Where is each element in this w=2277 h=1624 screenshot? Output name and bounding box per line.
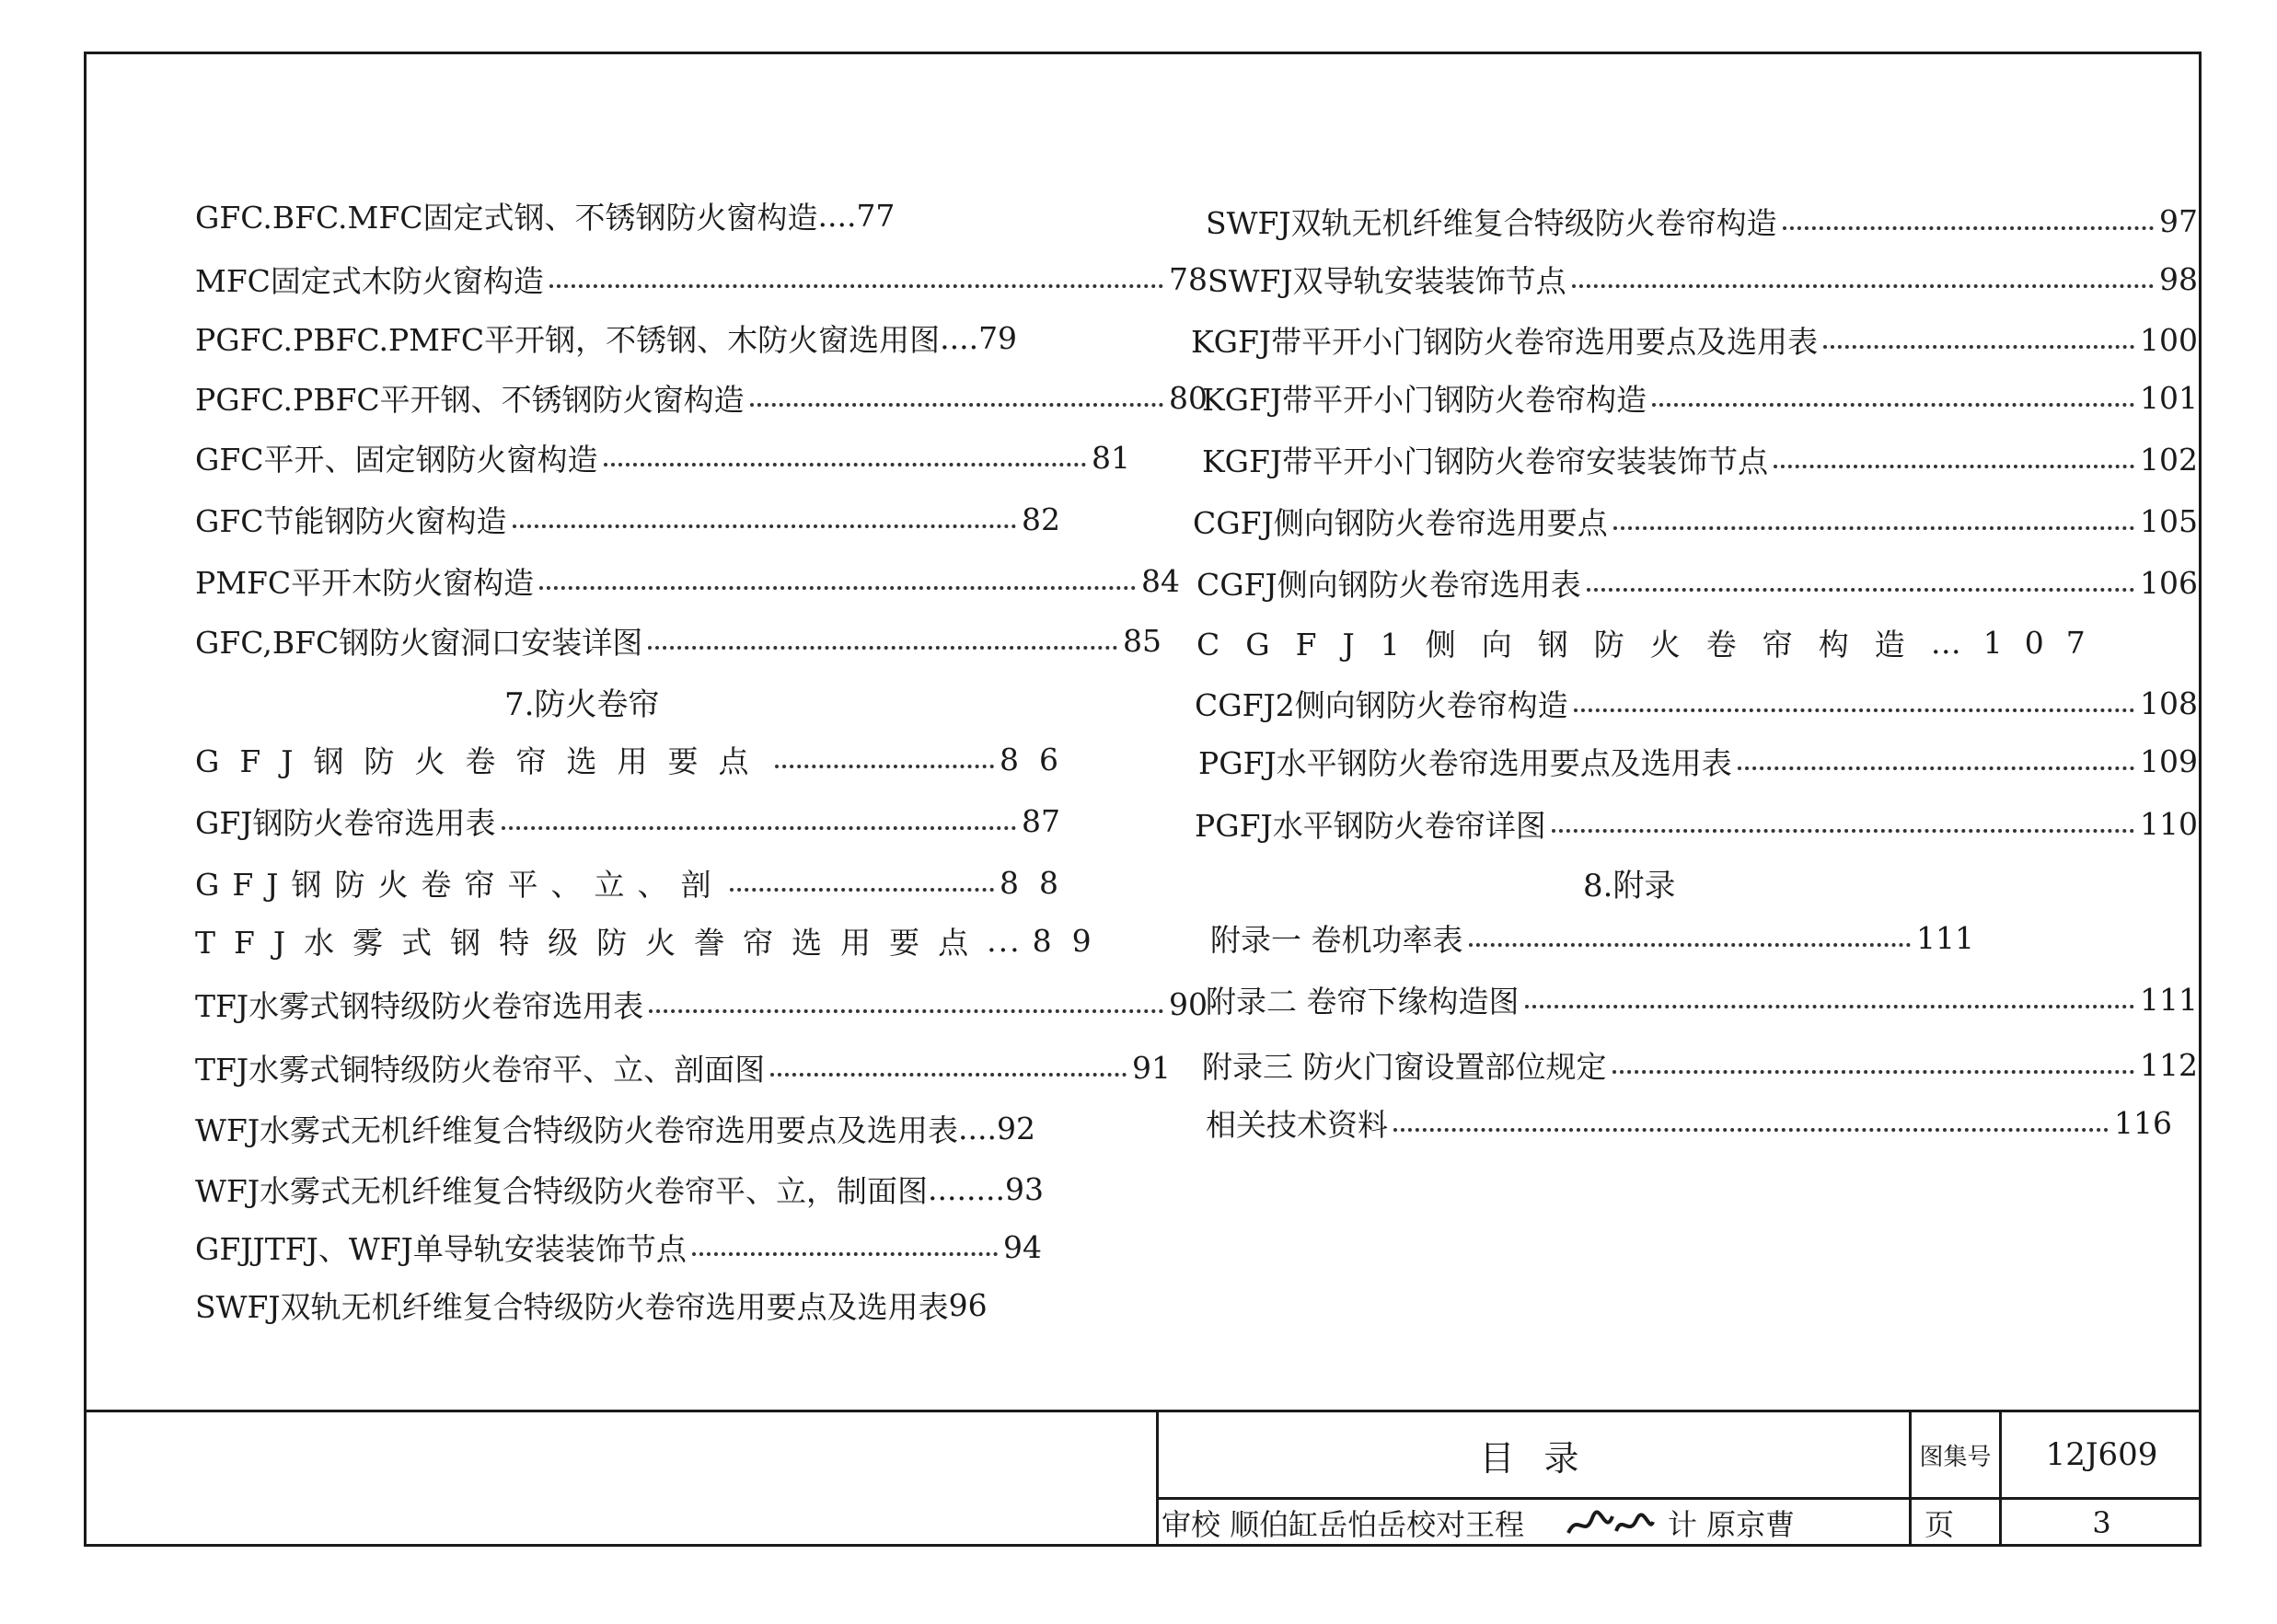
toc-entry[interactable]: GFJJTFJ、WFJ单导轨安装装饰节点 94 bbox=[195, 1228, 1042, 1267]
toc-entry[interactable]: GFJ钢防火卷帘选用要点 86 bbox=[195, 741, 1079, 779]
toc-entry[interactable]: PGFJ水平钢防火卷帘详图 110 bbox=[1195, 805, 2198, 844]
toc-entry[interactable]: SWFJ双轨无机纤维复合特级防火卷帘构造 97 bbox=[1206, 202, 2198, 241]
atlas-number: 12J609 bbox=[2045, 1436, 2158, 1473]
toc-entry[interactable]: SWFJ双导轨安装装饰节点 98 bbox=[1208, 260, 2198, 299]
toc-entry[interactable]: TFJ水雾式钢特级防火誊帘选用要点 ... 89 bbox=[195, 922, 1112, 961]
section-heading: 8.附录 bbox=[1583, 867, 1676, 904]
toc-entry[interactable]: GFC节能钢防火窗构造 82 bbox=[195, 501, 1060, 539]
toc-entry[interactable]: GFJ钢防火卷帘选用表 87 bbox=[195, 802, 1060, 841]
reviewer-names: 审校 顺伯缸岳怕岳校对王程 bbox=[1162, 1507, 1525, 1542]
toc-entry[interactable]: PMFC平开木防火窗构造 84 bbox=[195, 562, 1180, 601]
designer: 计 原京曹 bbox=[1668, 1507, 1796, 1542]
toc-entry[interactable]: PGFC.PBFC平开钢、不锈钢防火窗构造 80 bbox=[195, 379, 1208, 418]
toc-entry[interactable]: PGFJ水平钢防火卷帘选用要点及选用表 109 bbox=[1198, 743, 2198, 781]
toc-entry[interactable]: WFJ水雾式无机纤维复合特级防火卷帘选用要点及选用表 .... 92 bbox=[195, 1110, 1036, 1148]
toc-entry[interactable]: CGFJ2侧向钢防火卷帘构造 108 bbox=[1195, 685, 2198, 723]
toc-entry[interactable]: CGFJ侧向钢防火卷帘选用表 106 bbox=[1196, 564, 2198, 603]
toc-entry[interactable]: GFC平开、固定钢防火窗构造 81 bbox=[195, 439, 1130, 478]
toc-entry[interactable]: TFJ水雾式钢特级防火卷帘选用表 90 bbox=[195, 985, 1208, 1024]
toc-entry[interactable]: 附录三 防火门窗设置部位规定 112 bbox=[1202, 1046, 2198, 1085]
toc-entry[interactable]: CGFJ1侧向钢防火卷帘构造 … 107 bbox=[1196, 624, 2108, 662]
toc-entry[interactable]: 附录一 卷机功率表 111 bbox=[1210, 919, 1974, 958]
section-heading: 7.防火卷帘 bbox=[504, 685, 660, 723]
toc-entry[interactable]: PGFC.PBFC.PMFC平开钢，不锈钢、木防火窗选用图 .... 79 bbox=[195, 319, 1018, 358]
toc-entry[interactable]: SWFJ双轨无机纤维复合特级防火卷帘选用要点及选用表 96 bbox=[195, 1286, 988, 1325]
signature-mark bbox=[1565, 1505, 1657, 1542]
page-number: 3 bbox=[2092, 1505, 2111, 1540]
toc-entry[interactable]: KGFJ带平开小门钢防火卷帘选用要点及选用表 100 bbox=[1191, 321, 2198, 360]
toc-entry[interactable]: TFJ水雾式铜特级防火卷帘平、立、剖面图 91 bbox=[195, 1049, 1171, 1088]
toc-entry[interactable]: 附录二 卷帘下缘构造图 111 bbox=[1206, 981, 2198, 1019]
toc-entry[interactable]: KGFJ带平开小门钢防火卷帘构造 101 bbox=[1202, 379, 2198, 418]
toc-entry[interactable]: GFC.BFC.MFC固定式钢、不锈钢防火窗构造 .... 77 bbox=[195, 197, 896, 236]
signature bbox=[1565, 1502, 1657, 1546]
drawing-title: 目 录 bbox=[1479, 1437, 1589, 1479]
toc-entry[interactable]: GFJ钢防火卷帘平、立、剖 88 bbox=[195, 864, 1079, 903]
toc-entry[interactable]: CGFJ侧向钢防火卷帘选用要点 105 bbox=[1193, 502, 2198, 541]
toc-entry[interactable]: 相关技术资料 116 bbox=[1206, 1104, 2172, 1143]
toc-entry[interactable]: WFJ水雾式无机纤维复合特级防火卷帘平、立，制面图 ........ 93 bbox=[195, 1170, 1044, 1209]
page-label: 页 bbox=[1924, 1507, 1954, 1542]
atlas-label: 图集号 bbox=[1919, 1443, 1992, 1471]
toc-entry[interactable]: MFC固定式木防火窗构造 78 bbox=[195, 260, 1208, 299]
toc-entry[interactable]: KGFJ带平开小门钢防火卷帘安装装饰节点 102 bbox=[1202, 441, 2198, 479]
toc-entry[interactable]: GFC,BFC钢防火窗洞口安装详图 85 bbox=[195, 622, 1162, 661]
